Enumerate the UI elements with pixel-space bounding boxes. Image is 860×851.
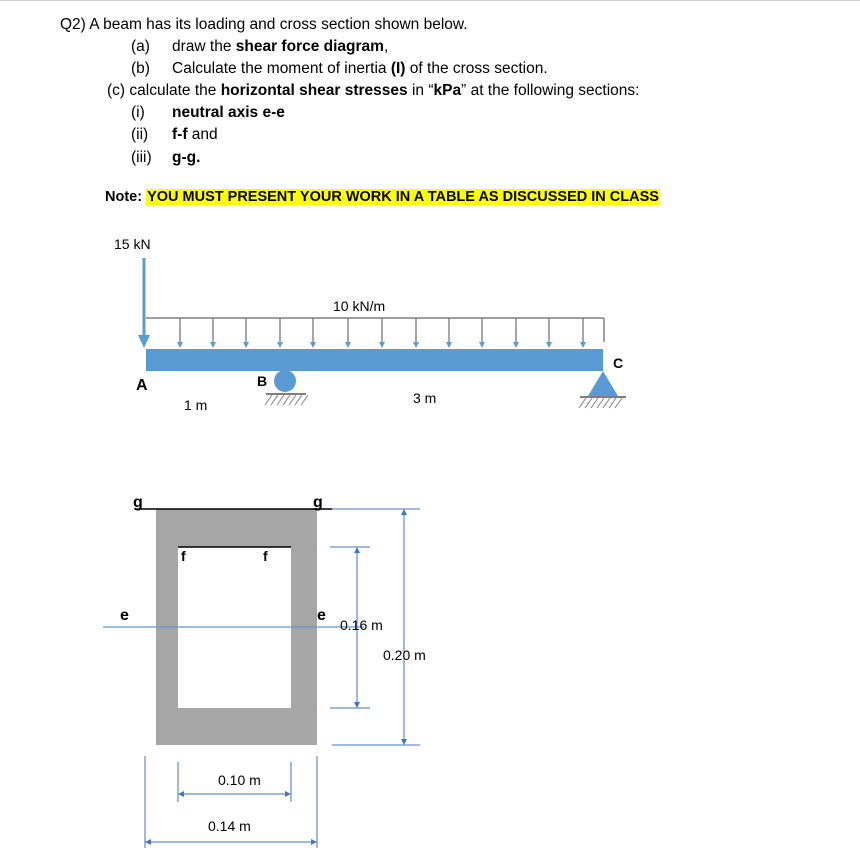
outer-width-label: 0.14 m: [208, 818, 251, 834]
part-c-bold1: horizontal shear stresses: [220, 82, 408, 99]
udl-arrow-head: [479, 342, 485, 348]
g-label-right: g: [313, 494, 323, 511]
udl-arrow-head: [379, 342, 385, 348]
distributed-load-label: 10 kN/m: [333, 298, 386, 314]
g-label-left: g: [133, 494, 143, 511]
udl-arrow-head: [580, 342, 586, 348]
part-c-post: ” at the following sections:: [461, 82, 640, 99]
hatch-line: [283, 395, 290, 405]
f-label-right: f: [263, 548, 268, 564]
part-c-mid: in “: [407, 82, 434, 99]
hatch-line: [591, 398, 598, 408]
hatch-line: [609, 398, 616, 408]
udl-arrow-head: [413, 342, 419, 348]
inner-width-label: 0.10 m: [218, 772, 261, 788]
hatch-line: [603, 398, 610, 408]
part-a-post: ,: [383, 38, 389, 55]
roller-support-b: [265, 370, 308, 405]
hatch-line: [615, 398, 622, 408]
sub-i-label: neutral axis e-e: [172, 104, 285, 121]
hatch-line: [289, 395, 296, 405]
e-label-right: e: [317, 607, 326, 624]
hatch-line: [579, 398, 586, 408]
point-load-arrow: [138, 258, 150, 348]
udl-arrow-head: [243, 342, 249, 348]
udl-arrow-head: [513, 342, 519, 348]
intro-text: Q2) A beam has its loading and cross section shown below.: [60, 16, 468, 33]
udl-arrow-head: [277, 342, 283, 348]
hatch-line: [277, 395, 284, 405]
part-a-number: (a): [131, 38, 150, 55]
part-b-bold: (I): [390, 60, 406, 77]
udl-arrow-head: [210, 342, 216, 348]
udl-arrow-head: [310, 342, 316, 348]
sub-ii-num: (ii): [131, 126, 149, 143]
part-b-number: (b): [131, 60, 150, 77]
hatch-line: [265, 395, 272, 405]
udl-arrow-head: [546, 342, 552, 348]
part-c-bold2: kPa: [433, 82, 462, 99]
point-load-label: 15 kN: [114, 236, 151, 252]
e-label-left: e: [120, 607, 129, 624]
hatch-line: [301, 395, 308, 405]
hatch-line: [585, 398, 592, 408]
hatch-line: [597, 398, 604, 408]
sub-i-num: (i): [131, 104, 145, 121]
note-highlight: YOU MUST PRESENT YOUR WORK IN A TABLE AS DISCUSSED IN CLASS: [147, 189, 659, 205]
sub-iii-num: (iii): [131, 149, 152, 166]
part-c-pre: (c) calculate the: [107, 82, 221, 99]
support-a-label: A: [136, 377, 148, 394]
pin-support-c: [579, 371, 626, 408]
support-c-label: C: [613, 355, 624, 371]
sub-ii-post: and: [187, 126, 218, 143]
span-bc-label: 3 m: [413, 390, 437, 406]
part-a-bold: shear force diagram: [235, 38, 384, 55]
distributed-load: [146, 318, 604, 348]
sub-ii-bold: f-f: [172, 126, 188, 143]
hatch-line: [271, 395, 278, 405]
part-a-pre: draw the: [172, 38, 236, 55]
f-label-left: f: [181, 548, 186, 564]
hatch-line: [295, 395, 302, 405]
udl-arrow-head: [177, 342, 183, 348]
part-b-pre: Calculate the moment of inertia: [172, 60, 391, 77]
support-b-label: B: [257, 373, 268, 389]
span-ab-label: 1 m: [184, 397, 208, 413]
beam-body: [146, 349, 603, 371]
outer-height-label: 0.20 m: [383, 647, 426, 663]
inner-height-label: 0.16 m: [340, 617, 383, 633]
udl-arrow-head: [446, 342, 452, 348]
sub-iii-label: g-g.: [172, 149, 201, 166]
part-b-post: of the cross section.: [405, 60, 548, 77]
note-label: Note:: [105, 189, 147, 205]
udl-arrow-head: [345, 342, 351, 348]
